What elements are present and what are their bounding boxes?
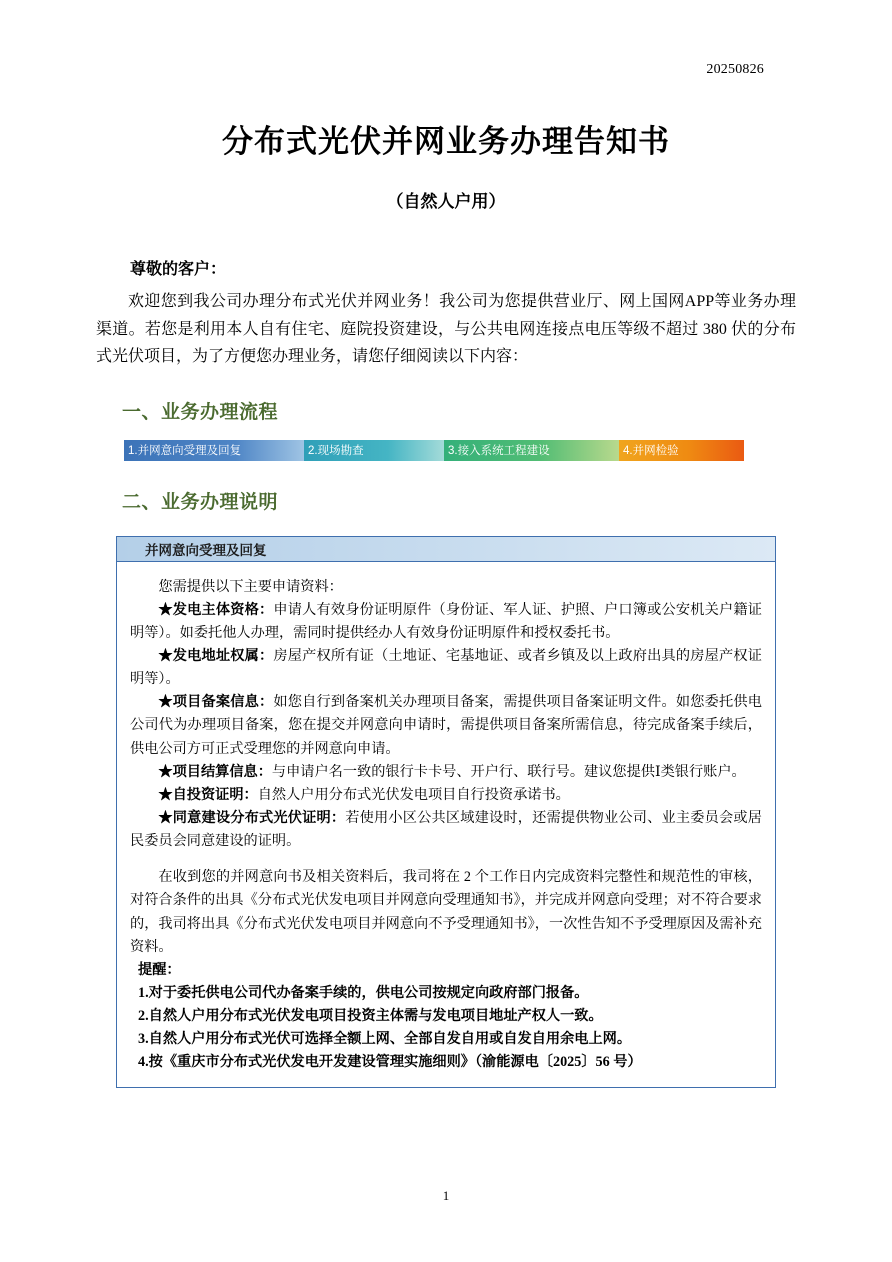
process-flow-bar bbox=[124, 440, 744, 461]
tips-label: 提醒： bbox=[138, 961, 181, 978]
requirement-text-4: 与申请户名一致的银行卡卡号、开户行、联行号。建议您提供Ⅰ类银行账户。 bbox=[271, 763, 746, 780]
requirement-item-4 bbox=[130, 761, 762, 784]
paragraph-spacer bbox=[130, 853, 762, 866]
flow-step-2: 2.现场勘查 bbox=[304, 440, 444, 461]
info-panel-header: 并网意向受理及回复 bbox=[117, 537, 775, 562]
requirement-text-1: 申请人有效身份证明原件（身份证、军人证、护照、户口簿或公安机关户籍证明等）。如委托他人办理，需同时提供经办人有效身份证明原件和授权委托书。 bbox=[130, 601, 762, 641]
flow-step-3: 3.接入系统工程建设 bbox=[444, 440, 619, 461]
requirement-title-6: ★同意建设分布式光伏证明： bbox=[158, 809, 346, 826]
requirement-text-6: 若使用小区公共区域建设时，还需提供物业公司、业主委员会或居民委员会同意建设的证明。 bbox=[130, 809, 762, 850]
flow-step-1: 1.并网意向受理及回复 bbox=[124, 440, 304, 461]
info-panel-body bbox=[117, 562, 775, 1087]
requirement-title-5: ★自投资证明： bbox=[158, 786, 258, 803]
flow-step-4: 4.并网检验 bbox=[619, 440, 744, 461]
requirement-item-1 bbox=[130, 599, 762, 645]
salutation: 尊敬的客户： bbox=[130, 261, 227, 278]
document-date: 20250826 bbox=[706, 62, 764, 77]
requirement-item-5 bbox=[130, 784, 762, 807]
intro-paragraph: 欢迎您到我公司办理分布式光伏并网业务！我公司为您提供营业厅、网上国网APP等业务办理渠道。若您是利用本人自有住宅、庭院投资建设，与公共电网连接点电压等级不超过 380 伏的分布式光伏项目，为了方便您办理业务，请您仔细阅读以下内容： bbox=[96, 293, 796, 366]
page-number: 1 bbox=[442, 1188, 450, 1203]
panel-lead: 您需提供以下主要申请资料： bbox=[158, 578, 343, 595]
requirement-text-3: 如您自行到备案机关办理项目备案，需提供项目备案证明文件。如您委托供电公司代为办理项目备案，您在提交并网意向申请时，需提供项目备案所需信息，待完成备案手续后，供电公司方可正式受理您的并网意向申请。 bbox=[130, 694, 762, 757]
review-paragraph: 在收到您的并网意向书及相关资料后，我司将在 2 个工作日内完成资料完整性和规范性的审核，对符合条件的出具《分布式光伏发电项目并网意向受理通知书》，并完成并网意向受理；对不符合要求的，我司将出具《分布式光伏发电项目并网意向不予受理通知书》，一次性告知不予受理原因及需补充资料。 bbox=[130, 869, 762, 955]
page-title: 分布式光伏并网业务办理告知书 bbox=[222, 124, 670, 159]
requirement-title-2: ★发电地址权属： bbox=[158, 647, 274, 664]
tip-item-1: 1.对于委托供电公司代办备案手续的，供电公司按规定向政府部门报备。 bbox=[138, 984, 589, 1001]
requirement-text-2: 房屋产权所有证（土地证、宅基地证、或者乡镇及以上政府出具的房屋产权证明等）。 bbox=[130, 647, 762, 688]
tip-item-3: 3.自然人户用分布式光伏可选择全额上网、全部自发自用或自发自用余电上网。 bbox=[138, 1031, 632, 1048]
tip-item-2: 2.自然人户用分布式光伏发电项目投资主体需与发电项目地址产权人一致。 bbox=[138, 1008, 603, 1025]
section-heading-description: 二、业务办理说明 bbox=[122, 491, 279, 513]
info-panel bbox=[116, 536, 776, 1088]
requirement-title-1: ★发电主体资格： bbox=[158, 601, 274, 618]
section-heading-flow: 一、业务办理流程 bbox=[122, 401, 279, 423]
requirement-item-2 bbox=[130, 645, 762, 691]
page-subtitle: （自然人户用） bbox=[386, 192, 506, 211]
requirement-item-3 bbox=[130, 691, 762, 760]
requirement-title-3: ★项目备案信息： bbox=[158, 694, 274, 711]
requirement-text-5: 自然人户用分布式光伏发电项目自行投资承诺书。 bbox=[257, 786, 570, 803]
requirement-item-6 bbox=[130, 807, 762, 853]
requirement-title-4: ★项目结算信息： bbox=[158, 763, 272, 780]
tip-item-4: 4.按《重庆市分布式光伏发电开发建设管理实施细则》（渝能源电〔2025〕56 号） bbox=[138, 1054, 642, 1071]
